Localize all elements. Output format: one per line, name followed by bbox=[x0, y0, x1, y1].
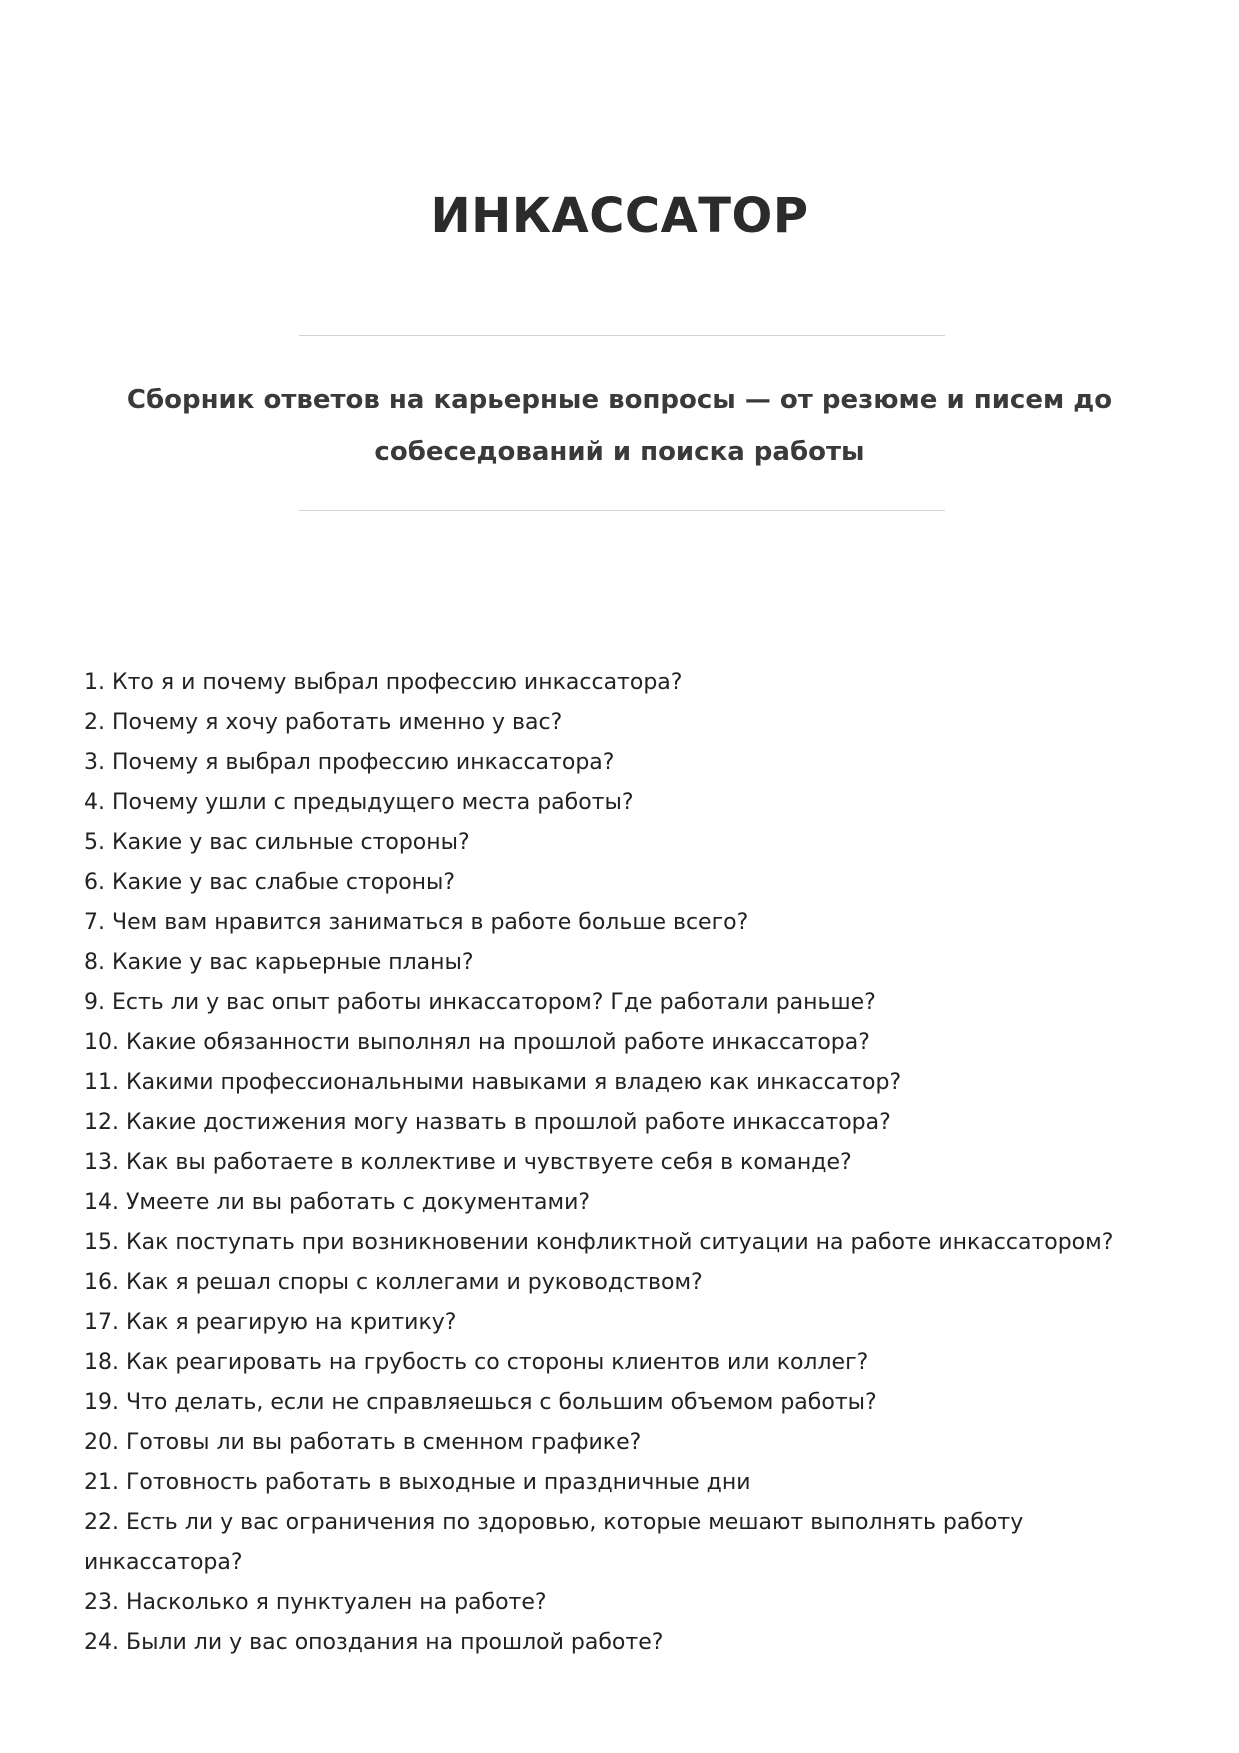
questions-list bbox=[84, 663, 1144, 1663]
question-item: 13. Как вы работаете в коллективе и чувствуете себя в команде? bbox=[84, 1150, 852, 1175]
question-item: 16. Как я решал споры с коллегами и руководством? bbox=[84, 1270, 703, 1295]
question-item: 22. Есть ли у вас ограничения по здоровью, которые мешают выполнять работу инкассатора? bbox=[84, 1510, 1024, 1575]
question-item: 7. Чем вам нравится заниматься в работе больше всего? bbox=[84, 910, 749, 935]
question-item: 23. Насколько я пунктуален на работе? bbox=[84, 1590, 547, 1615]
question-item: 3. Почему я выбрал профессию инкассатора? bbox=[84, 750, 615, 775]
question-item: 8. Какие у вас карьерные планы? bbox=[84, 950, 474, 975]
question-item: 4. Почему ушли с предыдущего места работы? bbox=[84, 790, 634, 815]
question-item: 15. Как поступать при возникновении конфликтной ситуации на работе инкассатором? bbox=[84, 1230, 1114, 1255]
question-item: 19. Что делать, если не справляешься с большим объемом работы? bbox=[84, 1390, 877, 1415]
question-item: 2. Почему я хочу работать именно у вас? bbox=[84, 710, 563, 735]
question-item: 18. Как реагировать на грубость со стороны клиентов или коллег? bbox=[84, 1350, 869, 1375]
question-item: 12. Какие достижения могу назвать в прошлой работе инкассатора? bbox=[84, 1110, 891, 1135]
divider-bottom bbox=[299, 510, 945, 511]
question-item: 20. Готовы ли вы работать в сменном графике? bbox=[84, 1430, 642, 1455]
question-item: 17. Как я реагирую на критику? bbox=[84, 1310, 457, 1335]
question-item: 24. Были ли у вас опоздания на прошлой работе? bbox=[84, 1630, 664, 1655]
question-item: 14. Умеете ли вы работать с документами? bbox=[84, 1190, 591, 1215]
question-item: 1. Кто я и почему выбрал профессию инкассатора? bbox=[84, 670, 683, 695]
question-item: 5. Какие у вас сильные стороны? bbox=[84, 830, 470, 855]
question-item: 6. Какие у вас слабые стороны? bbox=[84, 870, 456, 895]
question-item: 11. Какими профессиональными навыками я владею как инкассатор? bbox=[84, 1070, 902, 1095]
page-subtitle: Сборник ответов на карьерные вопросы — от резюме и писем до собеседований и поиска работы bbox=[126, 385, 1113, 467]
question-item: 21. Готовность работать в выходные и праздничные дни bbox=[84, 1470, 751, 1495]
question-item: 9. Есть ли у вас опыт работы инкассатором? Где работали раньше? bbox=[84, 990, 876, 1015]
question-item: 10. Какие обязанности выполнял на прошлой работе инкассатора? bbox=[84, 1030, 870, 1055]
divider-top bbox=[299, 335, 945, 336]
page-title: ИНКАССАТОР bbox=[430, 188, 809, 244]
